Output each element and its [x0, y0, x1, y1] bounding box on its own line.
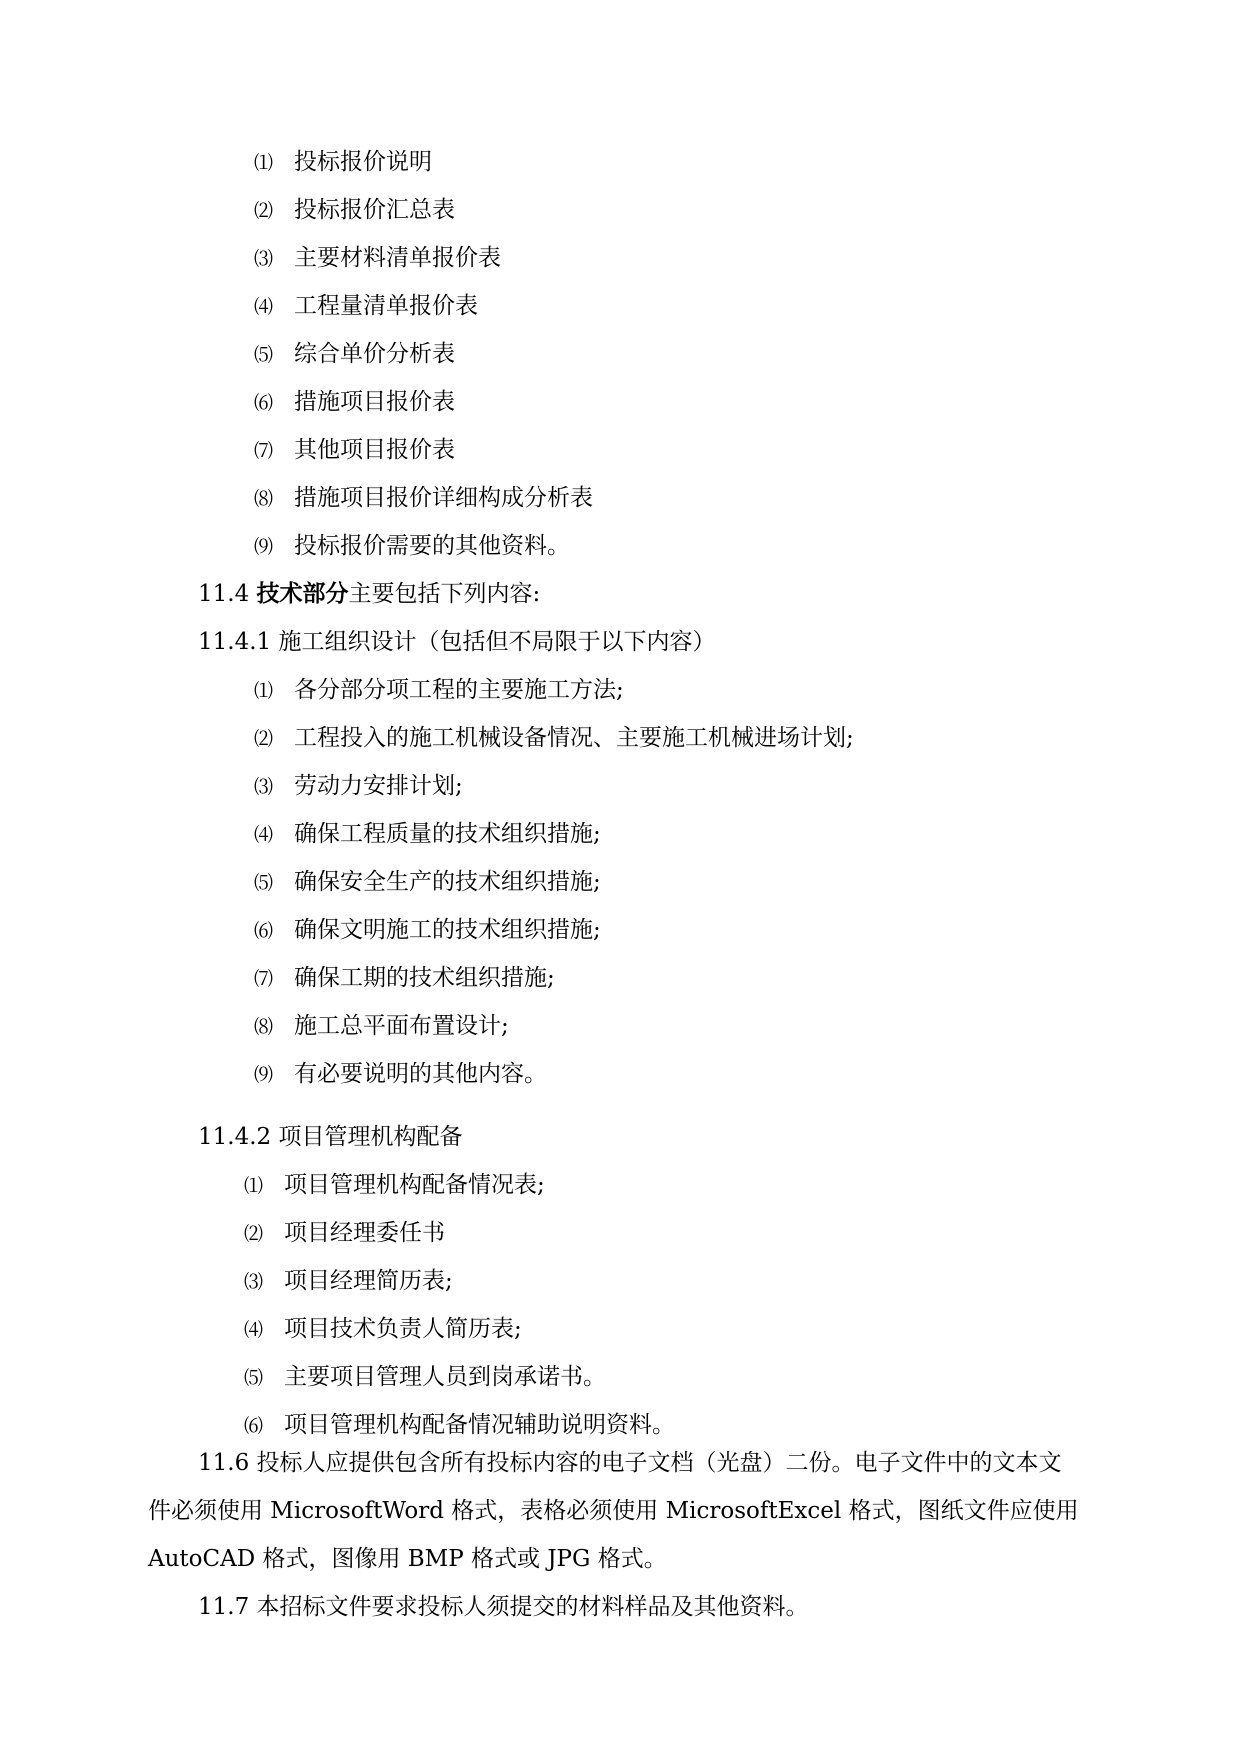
list-item: ⑷ 项目技术负责人简历表; [244, 1316, 522, 1342]
list-item: ⑺ 确保工期的技术组织措施; [254, 965, 555, 991]
list-item: ⑸ 确保安全生产的技术组织措施; [254, 869, 601, 895]
paragraph-11-6-line-3: AutoCAD 格式，图像用 BMP 格式或 JPG 格式。 [148, 1546, 667, 1572]
section-heading-11-4-1: 11.4.1 施工组织设计（包括但不局限于以下内容） [198, 629, 716, 655]
list-item: ⑴ 投标报价说明 [254, 149, 432, 175]
list-item: ⑶ 项目经理简历表; [244, 1268, 453, 1294]
list-item: ⑶ 主要材料清单报价表 [254, 245, 501, 271]
list-item: ⑹ 项目管理机构配备情况辅助说明资料。 [244, 1412, 675, 1438]
list-item: ⑵ 项目经理委任书 [244, 1220, 445, 1246]
list-item: ⑷ 确保工程质量的技术组织措施; [254, 821, 601, 847]
list-item: ⑴ 项目管理机构配备情况表; [244, 1172, 545, 1198]
list-item: ⑼ 有必要说明的其他内容。 [254, 1061, 547, 1087]
list-item: ⑻ 施工总平面布置设计; [254, 1013, 509, 1039]
list-item: ⑶ 劳动力安排计划; [254, 773, 463, 799]
paragraph-11-7: 11.7 本招标文件要求投标人须提交的材料样品及其他资料。 [198, 1594, 809, 1620]
list-item: ⑻ 措施项目报价详细构成分析表 [254, 485, 593, 511]
section-heading-11-4-2: 11.4.2 项目管理机构配备 [198, 1124, 463, 1150]
list-item: ⑹ 确保文明施工的技术组织措施; [254, 917, 601, 943]
paragraph-11-6-line-2: 件必须使用 MicrosoftWord 格式，表格必须使用 MicrosoftExcel 格式，图纸文件应使用 [148, 1498, 1079, 1524]
list-item: ⑵ 投标报价汇总表 [254, 197, 455, 223]
list-item: ⑸ 综合单价分析表 [254, 341, 455, 367]
list-item: ⑷ 工程量清单报价表 [254, 293, 478, 319]
list-item: ⑴ 各分部分项工程的主要施工方法; [254, 677, 624, 703]
list-item: ⑹ 措施项目报价表 [254, 389, 455, 415]
list-item: ⑵ 工程投入的施工机械设备情况、主要施工机械进场计划; [254, 725, 854, 751]
paragraph-11-6-line-1: 11.6 投标人应提供包含所有投标内容的电子文档（光盘）二份。电子文件中的文本文 [198, 1450, 1062, 1476]
list-item: ⑸ 主要项目管理人员到岗承诺书。 [244, 1364, 606, 1390]
list-item: ⑺ 其他项目报价表 [254, 437, 455, 463]
section-heading-11-4: 11.4 技术部分主要包括下列内容: [198, 581, 541, 607]
list-item: ⑼ 投标报价需要的其他资料。 [254, 533, 570, 559]
